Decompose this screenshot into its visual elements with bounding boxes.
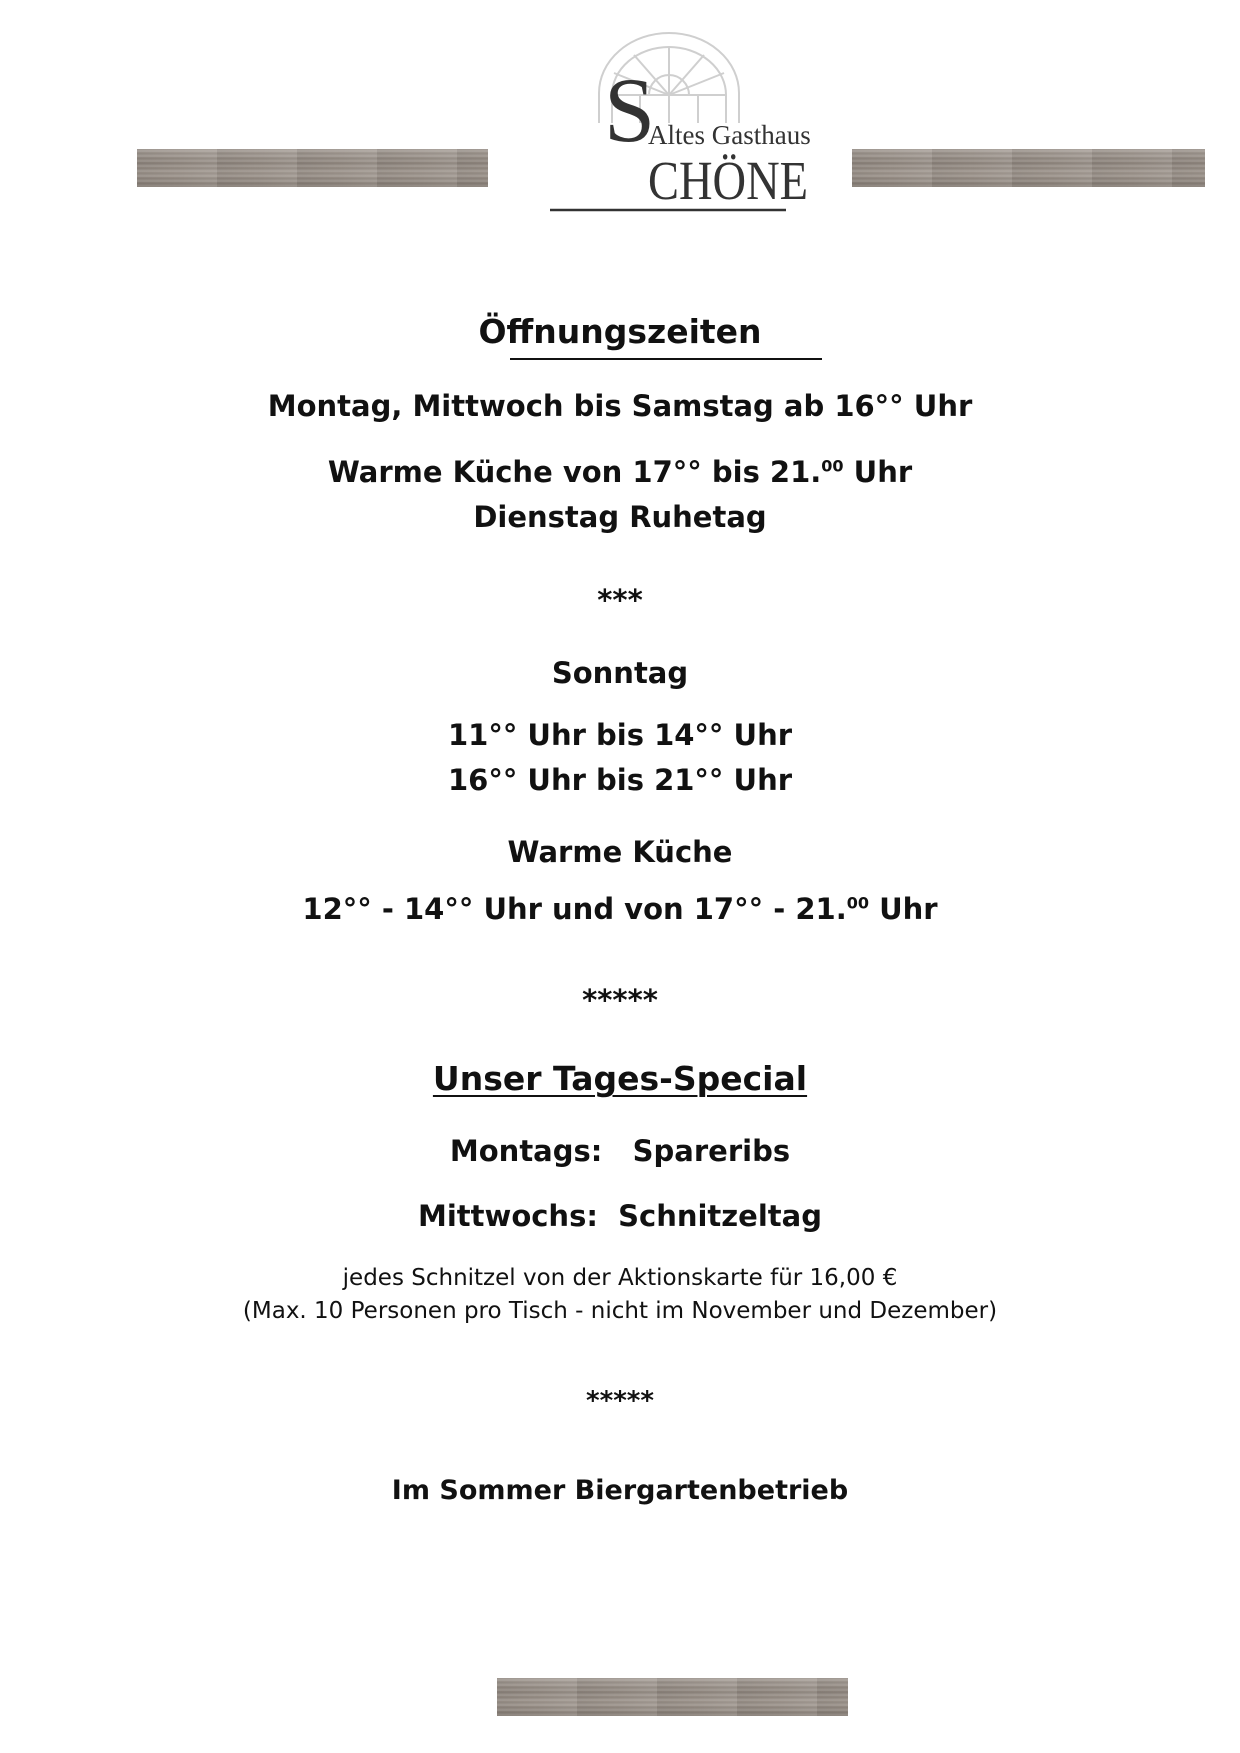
wood-banner-right — [852, 149, 1205, 187]
separator-1: *** — [597, 583, 643, 617]
logo — [544, 33, 811, 218]
logo-line2: CHÖNE — [648, 150, 808, 211]
special-monday: Montags: Spareribs — [449, 1134, 791, 1168]
sunday-kitchen-tail: Uhr — [868, 892, 938, 926]
wood-banner-left — [137, 149, 488, 187]
sunday-kitchen-sup: 00 — [846, 893, 869, 913]
logo-line1: Altes Gasthaus — [648, 120, 811, 150]
opening-title: Öffnungszeiten — [478, 312, 762, 351]
title-underline — [510, 358, 822, 360]
kitchen-hours-tail: Uhr — [843, 455, 913, 489]
separator-3: ***** — [586, 1386, 654, 1416]
logo-big-s: S — [604, 59, 656, 161]
sunday-time-1: 11°° Uhr bis 14°° Uhr — [447, 718, 793, 752]
rest-day: Dienstag Ruhetag — [473, 500, 767, 534]
kitchen-hours — [0, 455, 1240, 489]
weekday-hours: Montag, Mittwoch bis Samstag ab 16°° Uhr — [267, 389, 973, 423]
special-title-text: Unser Tages-Special — [432, 1059, 808, 1098]
kitchen-hours-sup: 00 — [821, 456, 844, 476]
separator-2: ***** — [582, 983, 658, 1017]
special-title — [0, 1059, 1240, 1098]
special-note-1: jedes Schnitzel von der Aktionskarte für 16,00 € — [342, 1265, 898, 1291]
arched-window-icon — [544, 33, 811, 218]
summer-note: Im Sommer Biergartenbetrieb — [391, 1475, 849, 1506]
wood-banner-bottom — [497, 1678, 848, 1716]
sunday-kitchen-heading: Warme Küche — [507, 835, 733, 869]
kitchen-hours-main: Warme Küche von 17°° bis 21. — [327, 455, 822, 489]
sunday-kitchen-hours — [0, 892, 1240, 926]
special-note-2: (Max. 10 Personen pro Tisch - nicht im November und Dezember) — [242, 1298, 998, 1324]
sunday-heading: Sonntag — [551, 656, 689, 690]
special-wednesday: Mittwochs: Schnitzeltag — [418, 1199, 822, 1233]
sunday-time-2: 16°° Uhr bis 21°° Uhr — [447, 763, 793, 797]
sunday-kitchen-main: 12°° - 14°° Uhr und von 17°° - 21. — [302, 892, 847, 926]
